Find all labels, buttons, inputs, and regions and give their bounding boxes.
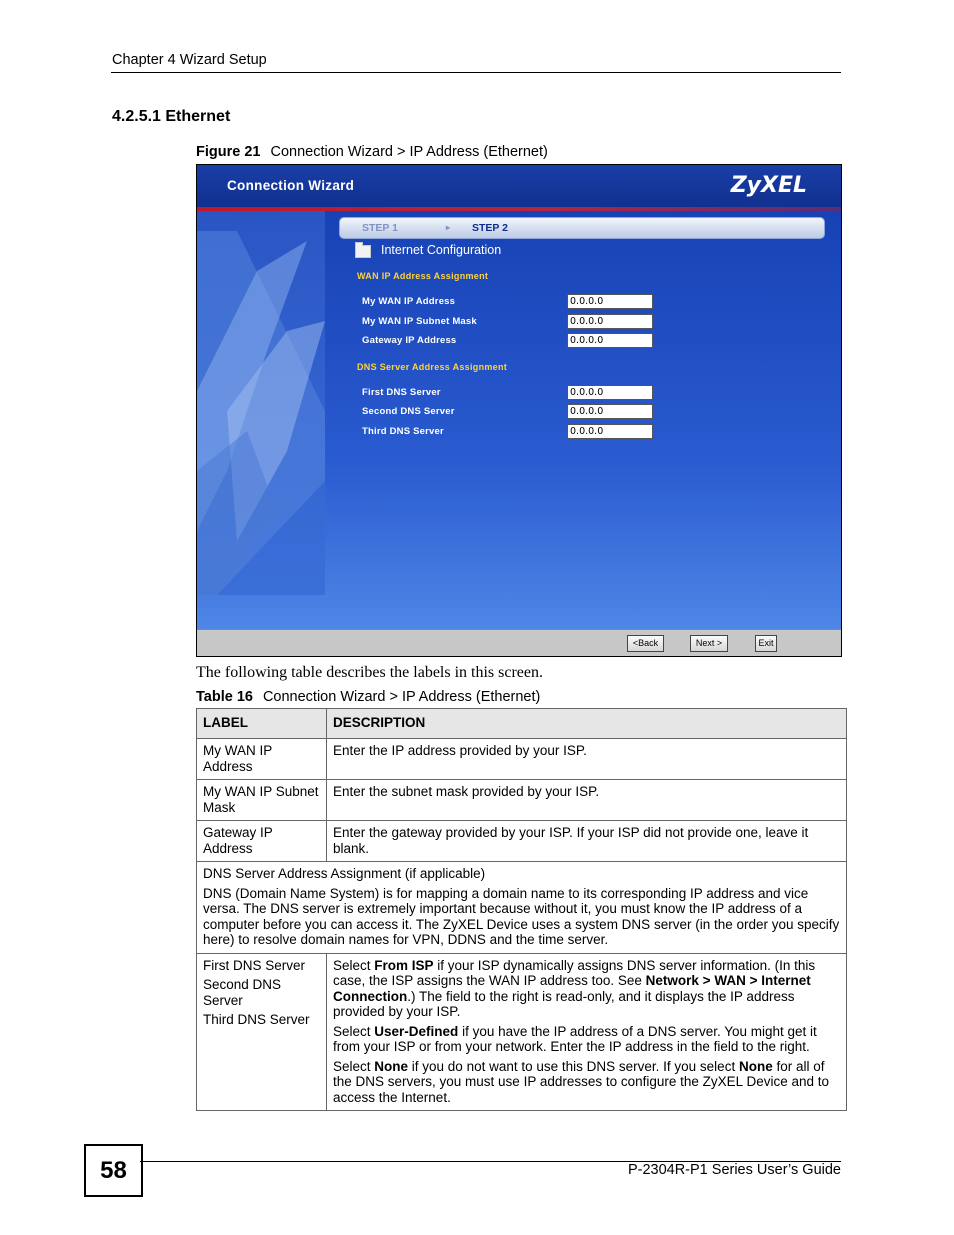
table-header-row bbox=[197, 709, 847, 739]
row-description: Enter the subnet mask provided by your ISP. bbox=[327, 780, 847, 821]
step-bar bbox=[339, 217, 825, 239]
wan-group-label: WAN IP Address Assignment bbox=[357, 271, 489, 281]
text-run: if your ISP dynamically assigns DNS server information. (In this case, the ISP assigns the WAN IP address too. See bbox=[333, 957, 816, 988]
wan-ip-input[interactable] bbox=[567, 294, 653, 309]
header-rule bbox=[111, 72, 841, 73]
table-row bbox=[197, 780, 847, 821]
exit-button[interactable]: Exit bbox=[755, 635, 777, 652]
table-label: Table 16 bbox=[196, 689, 253, 705]
row-label: Second DNS Server bbox=[203, 977, 282, 1008]
wan-subnet-label: My WAN IP Subnet Mask bbox=[362, 316, 477, 327]
text-run: for all of the DNS servers, you must use IP addresses to configure the ZyXEL Device and to access the Internet. bbox=[333, 1058, 829, 1105]
text-run: if you do not want to use this DNS server. If you select bbox=[408, 1058, 739, 1074]
dns-servers-row bbox=[197, 953, 847, 1111]
header-description: DESCRIPTION bbox=[327, 709, 847, 739]
wizard-title: Connection Wizard bbox=[227, 178, 355, 193]
step-2: STEP 2 bbox=[472, 222, 508, 234]
none-paragraph bbox=[333, 1059, 840, 1106]
first-dns-label: First DNS Server bbox=[362, 387, 441, 398]
row-label: Gateway IP Address bbox=[197, 821, 327, 862]
from-isp-paragraph bbox=[333, 958, 840, 1020]
second-dns-label: Second DNS Server bbox=[362, 406, 455, 417]
zyxel-logo: ZyXEL bbox=[730, 173, 807, 198]
figure-caption bbox=[196, 144, 548, 160]
row-label: My WAN IP Subnet Mask bbox=[197, 780, 327, 821]
first-dns-input[interactable] bbox=[567, 385, 653, 400]
wan-ip-label: My WAN IP Address bbox=[362, 296, 456, 307]
table-caption bbox=[196, 689, 540, 705]
table-row bbox=[197, 739, 847, 780]
row-label: My WAN IP Address bbox=[197, 739, 327, 780]
page-number: 58 bbox=[84, 1144, 143, 1197]
user-defined-paragraph bbox=[333, 1024, 840, 1055]
table-row bbox=[197, 821, 847, 862]
row-description: Enter the IP address provided by your ISP. bbox=[327, 739, 847, 780]
text-run: Select bbox=[333, 1023, 375, 1039]
guide-title: P-2304R-P1 Series User’s Guide bbox=[627, 1162, 841, 1178]
wizard-footer bbox=[197, 629, 841, 657]
dns-group-label: DNS Server Address Assignment bbox=[357, 362, 508, 372]
text-run: if you have the IP address of a DNS server. You might get it from your ISP or from your network. Enter the IP address in the field to the right. bbox=[333, 1023, 817, 1054]
dns-servers-description bbox=[327, 953, 847, 1111]
option-user-defined: User-Defined bbox=[374, 1023, 459, 1039]
option-none: None bbox=[738, 1058, 773, 1074]
third-dns-label: Third DNS Server bbox=[362, 426, 444, 437]
gateway-ip-input[interactable] bbox=[567, 333, 653, 348]
back-button[interactable]: <Back bbox=[627, 635, 664, 652]
step-arrow-icon: ▸ bbox=[446, 223, 451, 232]
header-accent-line bbox=[197, 207, 841, 211]
text-run: .) The field to the right is read-only, and it displays the IP address provided by your ISP. bbox=[333, 988, 795, 1019]
text-run: Select bbox=[333, 1058, 375, 1074]
option-from-isp: From ISP bbox=[374, 957, 434, 973]
option-none: None bbox=[374, 1058, 409, 1074]
wizard-side-panel bbox=[197, 211, 325, 595]
wan-subnet-input[interactable] bbox=[567, 314, 653, 329]
header-label: LABEL bbox=[197, 709, 327, 739]
text-run: Select bbox=[333, 957, 375, 973]
intro-paragraph: The following table describes the labels in this screen. bbox=[196, 664, 544, 681]
section-title: 4.2.5.1 Ethernet bbox=[112, 108, 231, 125]
running-header: Chapter 4 Wizard Setup bbox=[112, 52, 267, 68]
row-label: First DNS Server bbox=[203, 957, 306, 973]
dns-section-cell bbox=[197, 862, 847, 954]
dns-section-text: DNS (Domain Name System) is for mapping a domain name to its corresponding IP address and vice versa. The DNS server is extremely important because without it, you must know the IP address of a computer before you can access it. The ZyXEL Device uses a system DNS server (in the order you specify here) to resolve domain names for VPN, DDNS and the time server. bbox=[203, 885, 840, 947]
dns-section-row bbox=[197, 862, 847, 954]
row-label: Third DNS Server bbox=[203, 1012, 310, 1027]
row-description: Enter the gateway provided by your ISP. If your ISP did not provide one, leave it blank. bbox=[327, 821, 847, 862]
step-1: STEP 1 bbox=[362, 222, 398, 234]
wizard-header bbox=[197, 165, 841, 207]
figure-caption-text: Connection Wizard > IP Address (Ethernet) bbox=[270, 144, 548, 160]
connection-wizard-screenshot bbox=[196, 164, 842, 657]
gateway-ip-label: Gateway IP Address bbox=[362, 335, 457, 346]
dns-servers-labels bbox=[197, 953, 327, 1111]
table-caption-text: Connection Wizard > IP Address (Ethernet) bbox=[262, 689, 541, 705]
third-dns-input[interactable] bbox=[567, 424, 653, 439]
internet-configuration-title: Internet Configuration bbox=[381, 243, 502, 257]
second-dns-input[interactable] bbox=[567, 404, 653, 419]
folder-icon bbox=[355, 245, 371, 258]
figure-label: Figure 21 bbox=[196, 144, 261, 160]
decorative-x-graphic bbox=[197, 211, 325, 595]
menu-path: Network > WAN > Internet Connection bbox=[333, 973, 811, 1004]
next-button[interactable]: Next > bbox=[690, 635, 728, 652]
dns-section-title: DNS Server Address Assignment (if applicable) bbox=[203, 866, 486, 881]
labels-table bbox=[196, 708, 847, 1111]
